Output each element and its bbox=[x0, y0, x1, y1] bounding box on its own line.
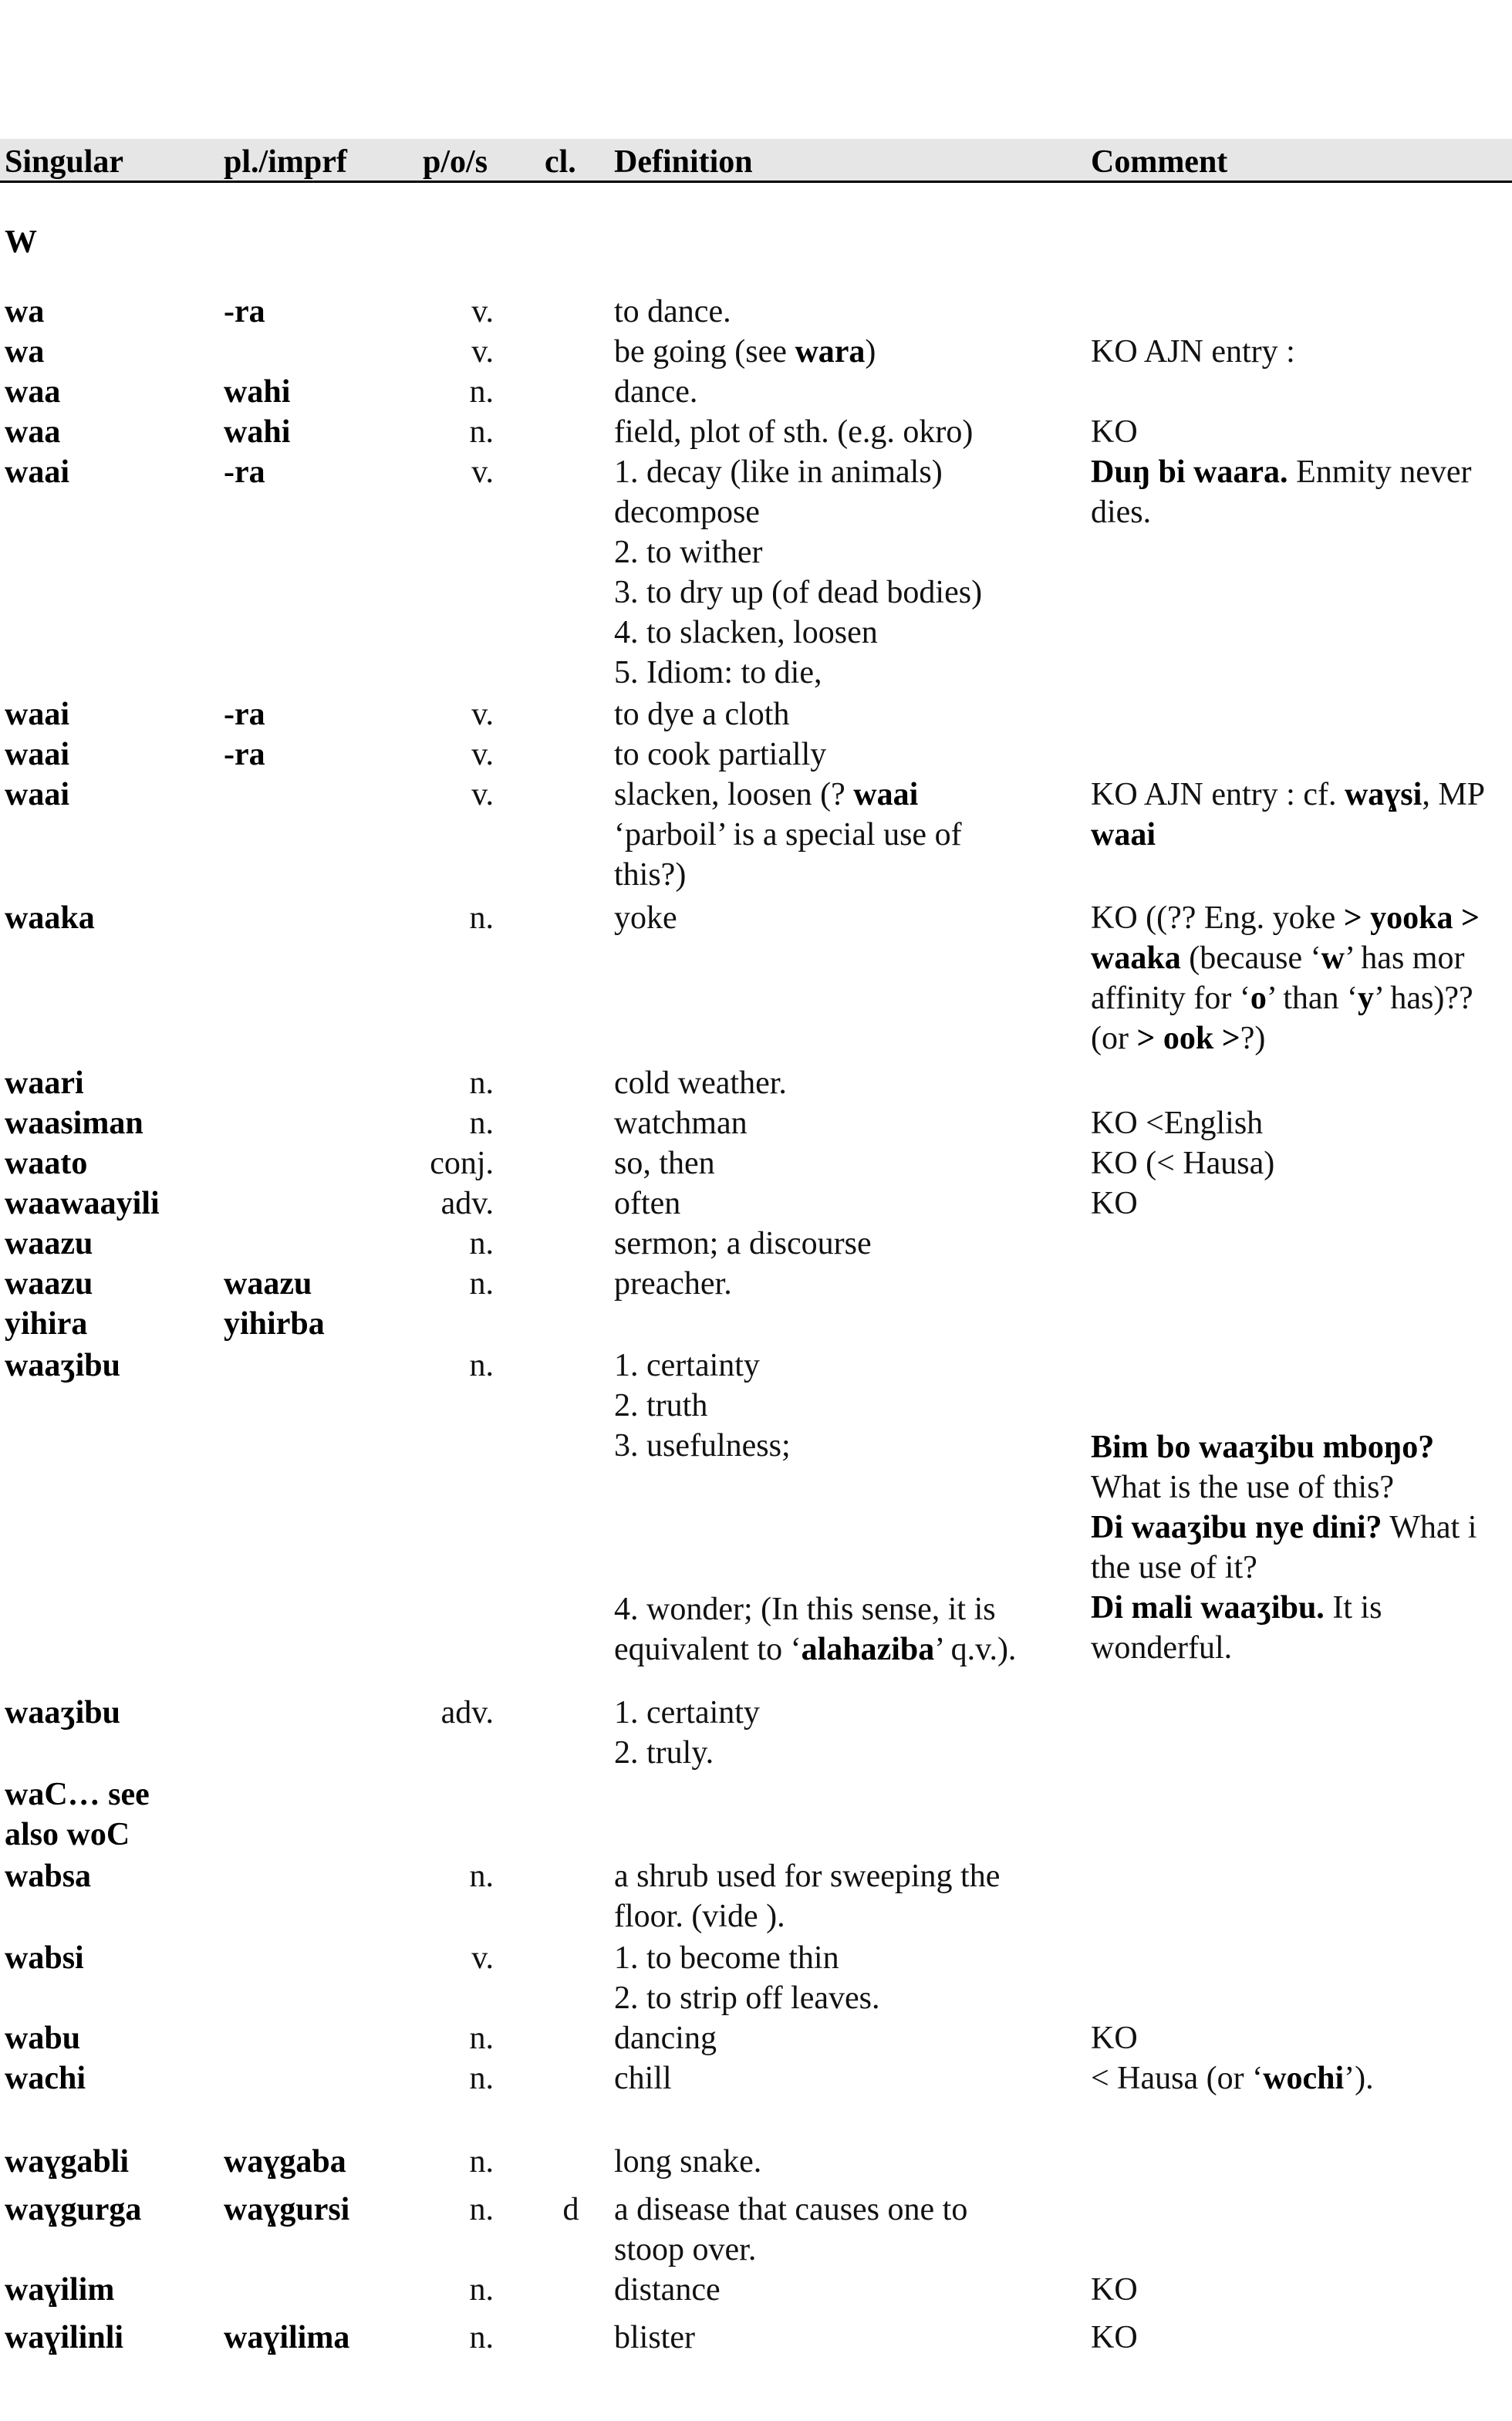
entry-definition: 1. certainty bbox=[614, 1695, 760, 1730]
entry-comment: Di waaʒibu nye dini? What i bbox=[1091, 1510, 1477, 1545]
entry-definition: 5. Idiom: to die, bbox=[614, 655, 822, 691]
entry-definition: preacher. bbox=[614, 1266, 732, 1302]
entry-pos: n. bbox=[469, 2144, 494, 2180]
entry-definition: a shrub used for sweeping the bbox=[614, 1859, 1001, 1894]
entry-pos: v. bbox=[471, 294, 494, 329]
entry-definition: be going (see wara) bbox=[614, 334, 876, 370]
entry-definition: slacken, loosen (? waai bbox=[614, 777, 919, 812]
entry-singular: waɣilinli bbox=[5, 2320, 124, 2355]
header-class: cl. bbox=[545, 144, 576, 180]
entry-definition: sermon; a discourse bbox=[614, 1226, 872, 1261]
entry-singular: waɣgurga bbox=[5, 2192, 142, 2227]
header-plural: pl./imprf bbox=[224, 144, 347, 180]
header-comment: Comment bbox=[1091, 144, 1228, 180]
entry-singular: waaʒibu bbox=[5, 1348, 120, 1383]
entry-singular: waa bbox=[5, 374, 61, 410]
entry-pos: n. bbox=[469, 1859, 494, 1894]
entry-pos: adv. bbox=[440, 1186, 494, 1221]
entry-definition: stoop over. bbox=[614, 2232, 757, 2267]
entry-singular: waato bbox=[5, 1146, 88, 1181]
entry-definition: chill bbox=[614, 2061, 672, 2096]
header-singular: Singular bbox=[5, 144, 124, 180]
entry-pos: n. bbox=[469, 1348, 494, 1383]
entry-definition: this?) bbox=[614, 857, 687, 893]
entry-comment: KO AJN entry : bbox=[1091, 334, 1295, 370]
entry-comment: KO AJN entry : cf. waɣsi, MP bbox=[1091, 777, 1486, 812]
entry-comment: Di mali waaʒibu. It is bbox=[1091, 1590, 1382, 1626]
entry-definition: 1. decay (like in animals) bbox=[614, 454, 943, 490]
entry-plural: -ra bbox=[224, 454, 265, 490]
header-pos: p/o/s bbox=[423, 144, 488, 180]
entry-comment: < Hausa (or ‘wochi’). bbox=[1091, 2061, 1374, 2096]
entry-definition: 3. to dry up (of dead bodies) bbox=[614, 575, 983, 610]
entry-definition: ‘parboil’ is a special use of bbox=[614, 817, 962, 853]
entry-plural: wahi bbox=[224, 374, 291, 410]
entry-definition: to dye a cloth bbox=[614, 697, 790, 732]
entry-comment: KO (< Hausa) bbox=[1091, 1146, 1275, 1181]
entry-definition: to dance. bbox=[614, 294, 731, 329]
entry-comment: dies. bbox=[1091, 495, 1152, 530]
entry-singular: also woC bbox=[5, 1817, 130, 1852]
entry-pos: n. bbox=[469, 1266, 494, 1302]
entry-definition: cold weather. bbox=[614, 1065, 787, 1101]
entry-definition: dancing bbox=[614, 2021, 717, 2056]
entry-singular: waari bbox=[5, 1065, 84, 1101]
entry-comment: KO ((?? Eng. yoke > yooka > bbox=[1091, 900, 1480, 936]
entry-plural: waazu bbox=[224, 1266, 312, 1302]
entry-definition: equivalent to ‘alahaziba’ q.v.). bbox=[614, 1632, 1017, 1667]
entry-definition: blister bbox=[614, 2320, 695, 2355]
entry-pos: v. bbox=[471, 334, 494, 370]
entry-plural: yihirba bbox=[224, 1306, 325, 1342]
entry-singular: waawaayili bbox=[5, 1186, 160, 1221]
entry-definition: decompose bbox=[614, 495, 760, 530]
entry-plural: -ra bbox=[224, 737, 265, 772]
entry-pos: n. bbox=[469, 900, 494, 936]
entry-singular: wa bbox=[5, 294, 45, 329]
section-letter: W bbox=[5, 225, 37, 260]
entry-comment: KO bbox=[1091, 414, 1138, 450]
entry-comment: KO bbox=[1091, 2272, 1138, 2308]
entry-definition: 4. to slacken, loosen bbox=[614, 615, 878, 650]
entry-singular: waɣilim bbox=[5, 2272, 115, 2308]
entry-definition: field, plot of sth. (e.g. okro) bbox=[614, 414, 974, 450]
entry-pos: v. bbox=[471, 777, 494, 812]
entry-comment: wonderful. bbox=[1091, 1630, 1233, 1666]
entry-class: d bbox=[562, 2192, 579, 2227]
entry-definition: floor. (vide ). bbox=[614, 1899, 785, 1934]
entry-comment: KO bbox=[1091, 2021, 1138, 2056]
entry-singular: waai bbox=[5, 697, 69, 732]
entry-definition: 1. certainty bbox=[614, 1348, 760, 1383]
entry-plural: waɣgaba bbox=[224, 2144, 346, 2180]
entry-singular: wa bbox=[5, 334, 45, 370]
entry-pos: n. bbox=[469, 2061, 494, 2096]
entry-comment: waaka (because ‘w’ has mor bbox=[1091, 940, 1465, 976]
entry-definition: 2. to wither bbox=[614, 535, 763, 570]
entry-singular: waai bbox=[5, 737, 69, 772]
entry-singular: wabsa bbox=[5, 1859, 92, 1894]
entry-singular: waɣgabli bbox=[5, 2144, 130, 2180]
entry-pos: n. bbox=[469, 1065, 494, 1101]
entry-singular: wabu bbox=[5, 2021, 81, 2056]
entry-singular: wachi bbox=[5, 2061, 86, 2096]
header-definition: Definition bbox=[614, 144, 753, 180]
entry-singular: waasiman bbox=[5, 1106, 143, 1141]
entry-singular: waaka bbox=[5, 900, 95, 936]
entry-comment: the use of it? bbox=[1091, 1550, 1257, 1585]
entry-definition: 1. to become thin bbox=[614, 1940, 839, 1976]
entry-definition: dance. bbox=[614, 374, 698, 410]
entry-pos: v. bbox=[471, 1940, 494, 1976]
entry-singular: wabsi bbox=[5, 1940, 84, 1976]
entry-plural: wahi bbox=[224, 414, 291, 450]
entry-plural: -ra bbox=[224, 697, 265, 732]
entry-comment: waai bbox=[1091, 817, 1156, 853]
entry-comment: What is the use of this? bbox=[1091, 1470, 1395, 1505]
entry-definition: to cook partially bbox=[614, 737, 827, 772]
entry-plural: -ra bbox=[224, 294, 265, 329]
entry-pos: n. bbox=[469, 414, 494, 450]
entry-pos: n. bbox=[469, 2021, 494, 2056]
entry-pos: conj. bbox=[430, 1146, 494, 1181]
entry-comment: KO <English bbox=[1091, 1106, 1264, 1141]
entry-definition: 4. wonder; (In this sense, it is bbox=[614, 1592, 996, 1627]
entry-definition: 3. usefulness; bbox=[614, 1428, 791, 1464]
entry-singular: waaʒibu bbox=[5, 1695, 120, 1730]
entry-singular: waazu bbox=[5, 1266, 93, 1302]
entry-pos: n. bbox=[469, 2192, 494, 2227]
entry-singular: waai bbox=[5, 454, 69, 490]
entry-pos: n. bbox=[469, 2272, 494, 2308]
entry-plural: waɣilima bbox=[224, 2320, 350, 2355]
entry-definition: yoke bbox=[614, 900, 677, 936]
entry-pos: n. bbox=[469, 374, 494, 410]
entry-pos: n. bbox=[469, 2320, 494, 2355]
entry-comment: Bim bo waaʒibu mboŋo? bbox=[1091, 1430, 1435, 1465]
entry-pos: n. bbox=[469, 1226, 494, 1261]
entry-singular: yihira bbox=[5, 1306, 88, 1342]
entry-singular: waa bbox=[5, 414, 61, 450]
entry-singular: waC… see bbox=[5, 1777, 150, 1812]
entry-definition: often bbox=[614, 1186, 681, 1221]
entry-definition: 2. truth bbox=[614, 1388, 708, 1423]
entry-definition: a disease that causes one to bbox=[614, 2192, 968, 2227]
entry-pos: v. bbox=[471, 697, 494, 732]
entry-pos: n. bbox=[469, 1106, 494, 1141]
entry-comment: KO bbox=[1091, 2320, 1138, 2355]
entry-singular: waai bbox=[5, 777, 69, 812]
entry-plural: waɣgursi bbox=[224, 2192, 350, 2227]
entry-pos: v. bbox=[471, 737, 494, 772]
entry-definition: long snake. bbox=[614, 2144, 762, 2180]
entry-singular: waazu bbox=[5, 1226, 93, 1261]
entry-comment: affinity for ‘o’ than ‘y’ has)?? bbox=[1091, 981, 1473, 1016]
entry-pos: v. bbox=[471, 454, 494, 490]
entry-comment: Duŋ bi waara. Enmity never bbox=[1091, 454, 1472, 490]
entry-definition: watchman bbox=[614, 1106, 748, 1141]
entry-definition: 2. to strip off leaves. bbox=[614, 1980, 880, 2016]
entry-definition: distance bbox=[614, 2272, 721, 2308]
entry-pos: adv. bbox=[440, 1695, 494, 1730]
entry-comment: (or > ook >?) bbox=[1091, 1021, 1266, 1056]
entry-definition: so, then bbox=[614, 1146, 715, 1181]
entry-comment: KO bbox=[1091, 1186, 1138, 1221]
entry-definition: 2. truly. bbox=[614, 1735, 714, 1771]
